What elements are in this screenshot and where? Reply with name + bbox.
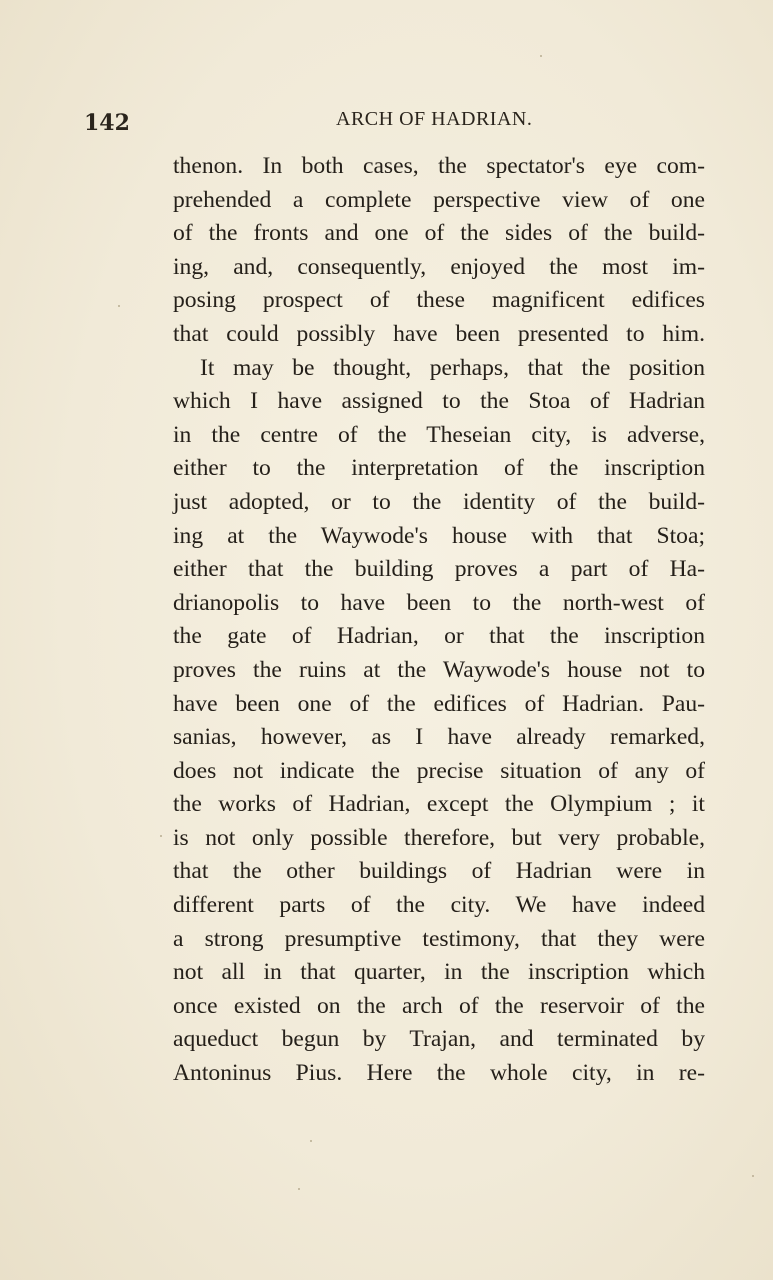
text-line: of the fronts and one of the sides of the build- — [173, 220, 705, 247]
text-line: just adopted, or to the identity of the build- — [173, 488, 705, 515]
text-line: ing, and, consequently, enjoyed the most im- — [173, 253, 705, 280]
text-line: drianopolis to have been to the north-west of — [173, 589, 705, 616]
text-line: which I have assigned to the Stoa of Hadrian — [173, 388, 705, 415]
text-line: the works of Hadrian, except the Olympium ; it — [173, 791, 705, 818]
text-line: different parts of the city. We have indeed — [173, 892, 705, 919]
text-line: not all in that quarter, in the inscription which — [173, 959, 705, 986]
text-line: posing prospect of these magnificent edifices — [173, 287, 705, 314]
text-line: Antoninus Pius. Here the whole city, in re- — [173, 1060, 705, 1087]
text-line: that the other buildings of Hadrian were in — [173, 858, 705, 885]
text-line: the gate of Hadrian, or that the inscription — [173, 623, 705, 650]
text-line: is not only possible therefore, but very probable, — [173, 824, 705, 851]
page-number: 142 — [84, 110, 130, 136]
text-line: thenon. In both cases, the spectator's eye com- — [173, 153, 705, 179]
paper-speck — [118, 305, 120, 307]
text-line: that could possibly have been presented to him. — [173, 320, 705, 347]
paper-speck — [540, 55, 542, 57]
text-line: does not indicate the precise situation of any of — [173, 757, 705, 784]
text-line: sanias, however, as I have already remarked, — [173, 724, 705, 751]
text-line: in the centre of the Theseian city, is adverse, — [173, 421, 705, 448]
text-line: once existed on the arch of the reservoir of the — [173, 992, 705, 1019]
text-line: aqueduct begun by Trajan, and terminated by — [173, 1026, 705, 1053]
text-line: have been one of the edifices of Hadrian. Pau- — [173, 690, 705, 717]
text-line: a strong presumptive testimony, that they were — [173, 925, 705, 952]
text-line: either to the interpretation of the inscription — [173, 455, 705, 482]
text-line: It may be thought, perhaps, that the position — [200, 354, 705, 381]
running-head: ARCH OF HADRIAN. — [336, 108, 533, 130]
text-line: prehended a complete perspective view of one — [173, 186, 705, 213]
text-line: proves the ruins at the Waywode's house not to — [173, 656, 705, 683]
paper-speck — [298, 1188, 300, 1190]
paper-speck — [310, 1140, 312, 1142]
body-text — [173, 150, 705, 1091]
text-line: either that the building proves a part of Ha- — [173, 556, 705, 583]
text-line: ing at the Waywode's house with that Stoa; — [173, 522, 705, 549]
paper-speck — [752, 1175, 754, 1177]
paper-speck — [160, 835, 162, 837]
